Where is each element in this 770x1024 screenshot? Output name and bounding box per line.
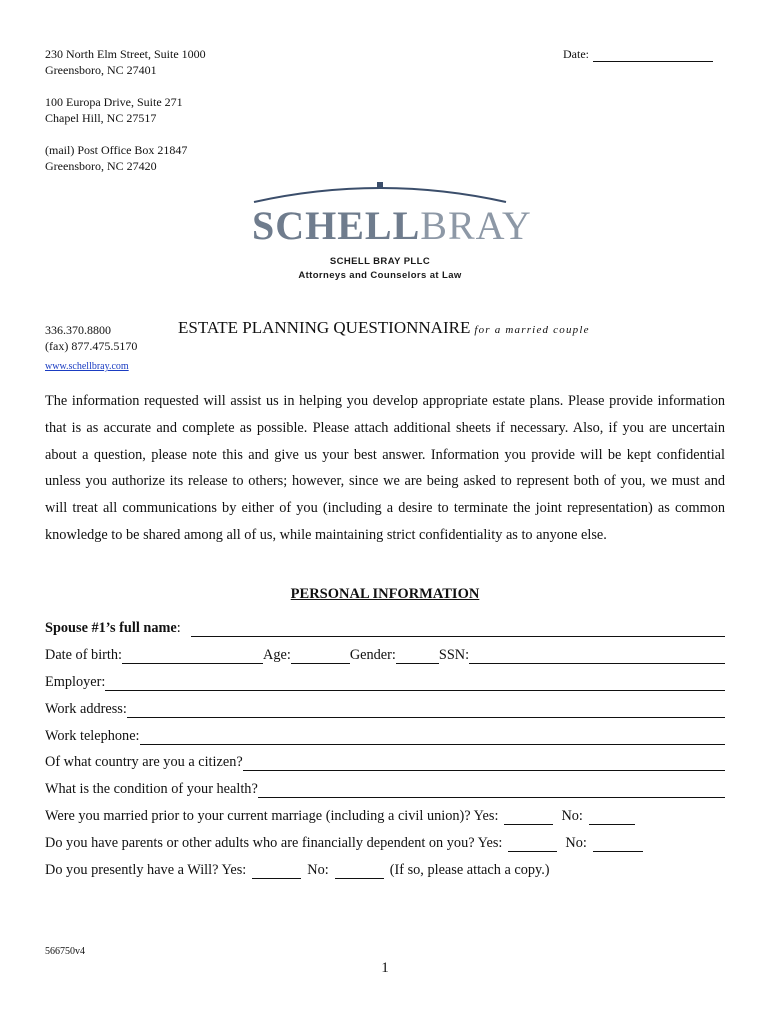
married-prior-no-field[interactable] (589, 810, 635, 825)
employer-field[interactable] (105, 676, 725, 691)
citizenship-field[interactable] (243, 756, 725, 771)
logo-name-schell: SCHELL (252, 203, 421, 248)
no-label: No: (307, 862, 329, 878)
address-line: 100 Europa Drive, Suite 271 (45, 95, 183, 109)
ssn-field[interactable] (469, 649, 725, 664)
health-field[interactable] (258, 783, 725, 798)
date-label: Date: (563, 47, 589, 61)
will-yes-field[interactable] (252, 864, 301, 879)
dependents-yes-field[interactable] (508, 837, 557, 852)
work-phone-field[interactable] (140, 730, 725, 745)
will-row (45, 861, 605, 879)
address-line: Chapel Hill, NC 27517 (45, 111, 157, 125)
logo-arc-icon (252, 180, 508, 204)
gender-label: Gender: (349, 647, 396, 663)
title-qualifier: for a married couple (474, 324, 590, 336)
dob-field[interactable] (122, 649, 263, 664)
married-prior-yes-field[interactable] (504, 810, 553, 825)
employer-label: Employer: (45, 674, 106, 690)
will-label: Do you presently have a Will? Yes: (45, 862, 247, 878)
spouse1-name-row (45, 619, 725, 637)
firm-logo (252, 180, 532, 284)
spouse1-name-field[interactable] (191, 622, 725, 637)
fax: (fax) 877.475.5170 (45, 339, 138, 353)
dependents-no-field[interactable] (593, 837, 643, 852)
work-address-row (45, 700, 725, 718)
logo-tagline: Attorneys and Counselors at Law (298, 270, 462, 281)
married-prior-row (45, 807, 685, 825)
colon: : (176, 620, 181, 636)
address-line: (mail) Post Office Box 21847 (45, 143, 188, 157)
date-input-line[interactable] (593, 48, 713, 62)
health-row (45, 780, 725, 798)
dependents-label: Do you have parents or other adults who are financially dependent on you? Yes: (45, 835, 503, 851)
date-field (563, 47, 713, 62)
contact-numbers (45, 322, 137, 354)
will-no-field[interactable] (335, 864, 384, 879)
intro-paragraph: The information requested will assist us in helping you develop appropriate estate plans. Please provide information that is as accurate and complete as possible. Please attach additional sheets if necessary. Also, if you are uncertain about a question, please note this and give us your best answer. Information you provide will be kept confidential unless you authorize its release to others; however, since we are being asked to represent both of you, we must and will treat all communications by either of you (including a desire to terminate the joint representation) as common knowledge to be shared among all of us, while maintaining strict confidentiality as to anyone else. (45, 393, 725, 543)
document-id: 566750v4 (45, 946, 85, 957)
spouse1-name-label: Spouse #1’s full name (45, 620, 177, 636)
health-label: What is the condition of your health? (45, 781, 258, 797)
website-link[interactable]: www.schellbray.com (45, 361, 129, 372)
section-heading: PERSONAL INFORMATION (290, 586, 480, 602)
no-label: No: (561, 808, 583, 824)
will-note: (If so, please attach a copy.) (389, 862, 550, 878)
age-label: Age: (263, 647, 291, 663)
address-block-1 (45, 46, 206, 78)
dependents-row (45, 834, 685, 852)
employer-row (45, 673, 725, 691)
address-line: Greensboro, NC 27401 (45, 63, 157, 77)
work-phone-label: Work telephone: (45, 728, 140, 744)
gender-field[interactable] (396, 649, 439, 664)
ssn-label: SSN: (438, 647, 470, 663)
logo-firm-name: SCHELL BRAY PLLC (329, 256, 431, 267)
address-line: Greensboro, NC 27420 (45, 159, 157, 173)
page-number: 1 (381, 960, 389, 976)
address-block-2 (45, 94, 183, 126)
page-title (178, 318, 590, 338)
title-main: ESTATE PLANNING QUESTIONNAIRE (178, 318, 471, 337)
citizenship-row (45, 753, 725, 771)
work-phone-row (45, 727, 725, 745)
logo-name-bray: BRAY (420, 203, 532, 248)
married-prior-label: Were you married prior to your current marriage (including a civil union)? Yes: (45, 808, 499, 824)
address-line: 230 North Elm Street, Suite 1000 (45, 47, 206, 61)
age-field[interactable] (291, 649, 350, 664)
work-address-label: Work address: (45, 701, 127, 717)
citizenship-label: Of what country are you a citizen? (45, 754, 243, 770)
work-address-field[interactable] (127, 703, 725, 718)
phone: 336.370.8800 (45, 323, 111, 337)
logo-wordmark (252, 202, 532, 250)
dob-row (45, 646, 725, 664)
address-block-3 (45, 142, 187, 174)
no-label: No: (565, 835, 587, 851)
dob-label: Date of birth: (45, 647, 123, 663)
